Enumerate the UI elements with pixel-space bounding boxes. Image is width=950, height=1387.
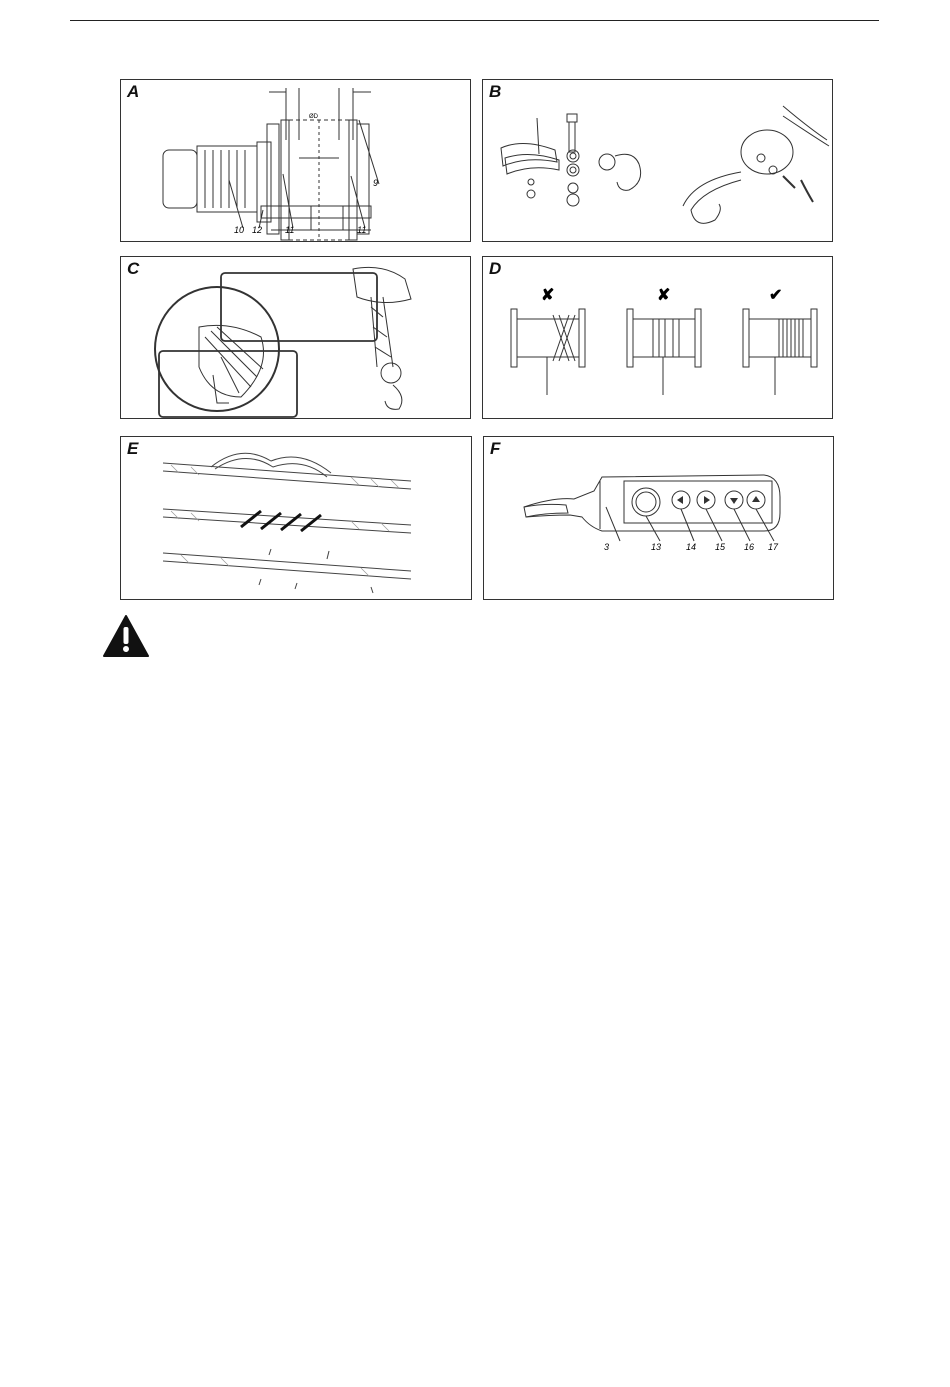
panel-d-marks bbox=[483, 257, 833, 419]
callout-17: 17 bbox=[768, 542, 779, 552]
figure-panel-a bbox=[120, 79, 471, 242]
figure-panel-b bbox=[482, 79, 833, 242]
rope-guide-drawing bbox=[121, 257, 471, 419]
callout-11b: 11 bbox=[357, 225, 367, 235]
callout-13: 13 bbox=[651, 542, 662, 552]
panel-letter-f: F bbox=[490, 439, 501, 458]
dimension-label: ØD bbox=[309, 114, 318, 120]
callout-12: 12 bbox=[252, 225, 263, 235]
panel-a-labels bbox=[121, 80, 471, 242]
header-rule bbox=[70, 20, 879, 21]
wrong-mark-2: ✘ bbox=[657, 287, 671, 304]
warning-triangle-icon bbox=[103, 614, 149, 658]
panel-f-labels bbox=[484, 437, 834, 600]
panel-letter-c: C bbox=[127, 259, 140, 278]
panel-letter-e: E bbox=[127, 439, 139, 458]
panel-letter-b: B bbox=[489, 82, 502, 101]
panel-letter-a: A bbox=[127, 82, 140, 101]
callout-16: 16 bbox=[744, 542, 755, 552]
figure-panel-e bbox=[120, 436, 472, 600]
callout-10: 10 bbox=[234, 225, 245, 235]
callout-14: 14 bbox=[686, 542, 697, 552]
callout-9: 9 bbox=[373, 178, 379, 188]
callout-3: 3 bbox=[604, 542, 610, 552]
figure-panel-d bbox=[482, 256, 833, 419]
panel-letter-d: D bbox=[489, 259, 502, 278]
figure-panel-c bbox=[120, 256, 471, 419]
callout-15: 15 bbox=[715, 542, 726, 552]
wrong-mark-1: ✘ bbox=[541, 287, 555, 304]
figure-panel-f bbox=[483, 436, 834, 600]
rope-damage-drawing bbox=[121, 437, 472, 600]
hook-assembly-drawing bbox=[483, 80, 833, 242]
correct-mark: ✔ bbox=[769, 287, 783, 304]
callout-11a: 11 bbox=[285, 225, 295, 235]
